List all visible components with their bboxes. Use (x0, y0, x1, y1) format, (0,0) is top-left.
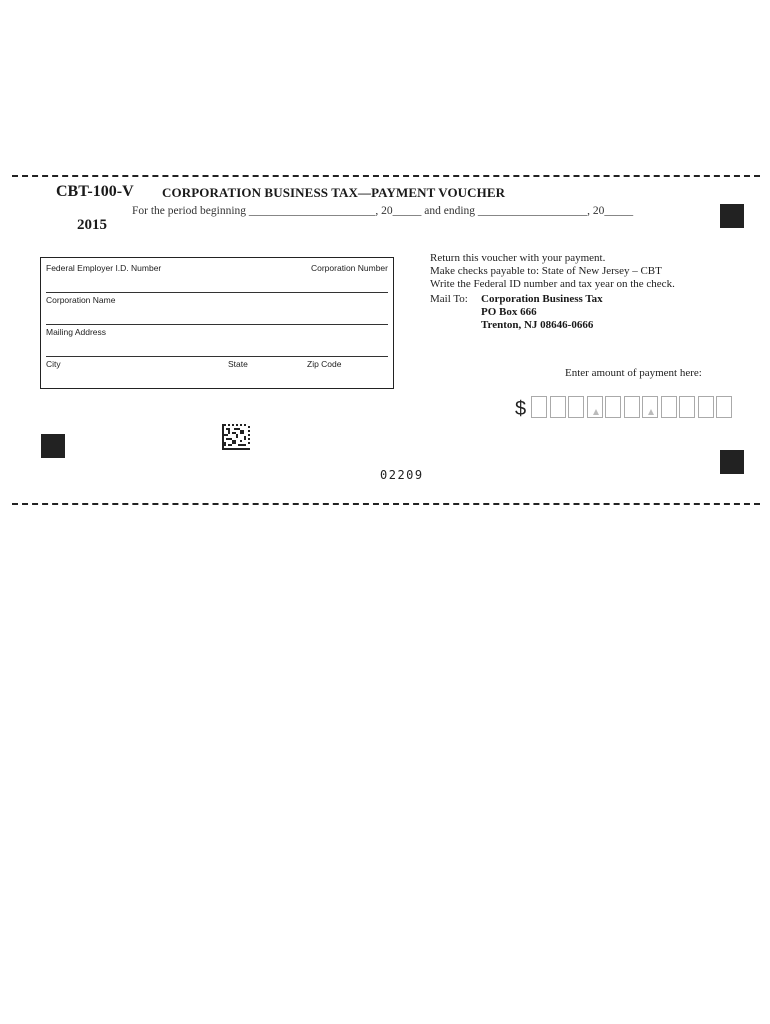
payment-prompt: Enter amount of payment here: (565, 367, 702, 379)
registration-mark-top-right (720, 204, 744, 228)
mailing-address-field[interactable] (46, 356, 388, 357)
instruction-line-2: Make checks payable to: State of New Jersey – CBT (430, 265, 662, 277)
amount-digit-box[interactable] (624, 396, 640, 418)
form-title: CORPORATION BUSINESS TAX—PAYMENT VOUCHER (162, 185, 506, 200)
fein-label: Federal Employer I.D. Number (46, 263, 162, 273)
mail-to-label: Mail To: (430, 293, 468, 305)
datamatrix-barcode-icon (222, 424, 250, 450)
fein-field[interactable] (46, 292, 388, 293)
amount-digit-box[interactable] (679, 396, 695, 418)
dollar-sign: $ (515, 398, 527, 420)
instruction-line-3: Write the Federal ID number and tax year on the check. (430, 278, 675, 290)
state-label: State (228, 359, 248, 369)
city-label: City (46, 359, 61, 369)
amount-digit-box[interactable] (661, 396, 677, 418)
tax-year: 2015 (77, 217, 107, 233)
corporation-name-field[interactable] (46, 324, 388, 325)
amount-digit-box[interactable] (605, 396, 621, 418)
registration-mark-bottom-left (41, 434, 65, 458)
period-line: For the period beginning ______________________, 20_____ and ending ___________________, 20_____ (132, 205, 634, 217)
perforation-top (12, 175, 760, 177)
perforation-bottom (12, 503, 760, 505)
amount-digit-box[interactable] (587, 396, 603, 418)
address-line-3: Trenton, NJ 08646-0666 (481, 319, 594, 331)
zip-code-label: Zip Code (307, 359, 342, 369)
amount-digit-box[interactable] (698, 396, 714, 418)
instruction-line-1: Return this voucher with your payment. (430, 252, 606, 264)
amount-digit-box[interactable] (550, 396, 566, 418)
address-line-1: Corporation Business Tax (481, 293, 603, 305)
corporation-number-label: Corporation Number (310, 263, 388, 273)
amount-digit-box[interactable] (642, 396, 658, 418)
amount-digit-box[interactable] (568, 396, 584, 418)
amount-digit-box[interactable] (716, 396, 732, 418)
amount-digit-box[interactable] (531, 396, 547, 418)
taxpayer-info-box (40, 257, 394, 389)
document-code: 02209 (380, 468, 424, 482)
address-line-2: PO Box 666 (481, 306, 537, 318)
form-id: CBT-100-V (56, 183, 134, 200)
mailing-address-label: Mailing Address (46, 327, 107, 337)
payment-amount-field[interactable] (531, 396, 735, 418)
corporation-name-label: Corporation Name (46, 295, 116, 305)
registration-mark-bottom-right (720, 450, 744, 474)
